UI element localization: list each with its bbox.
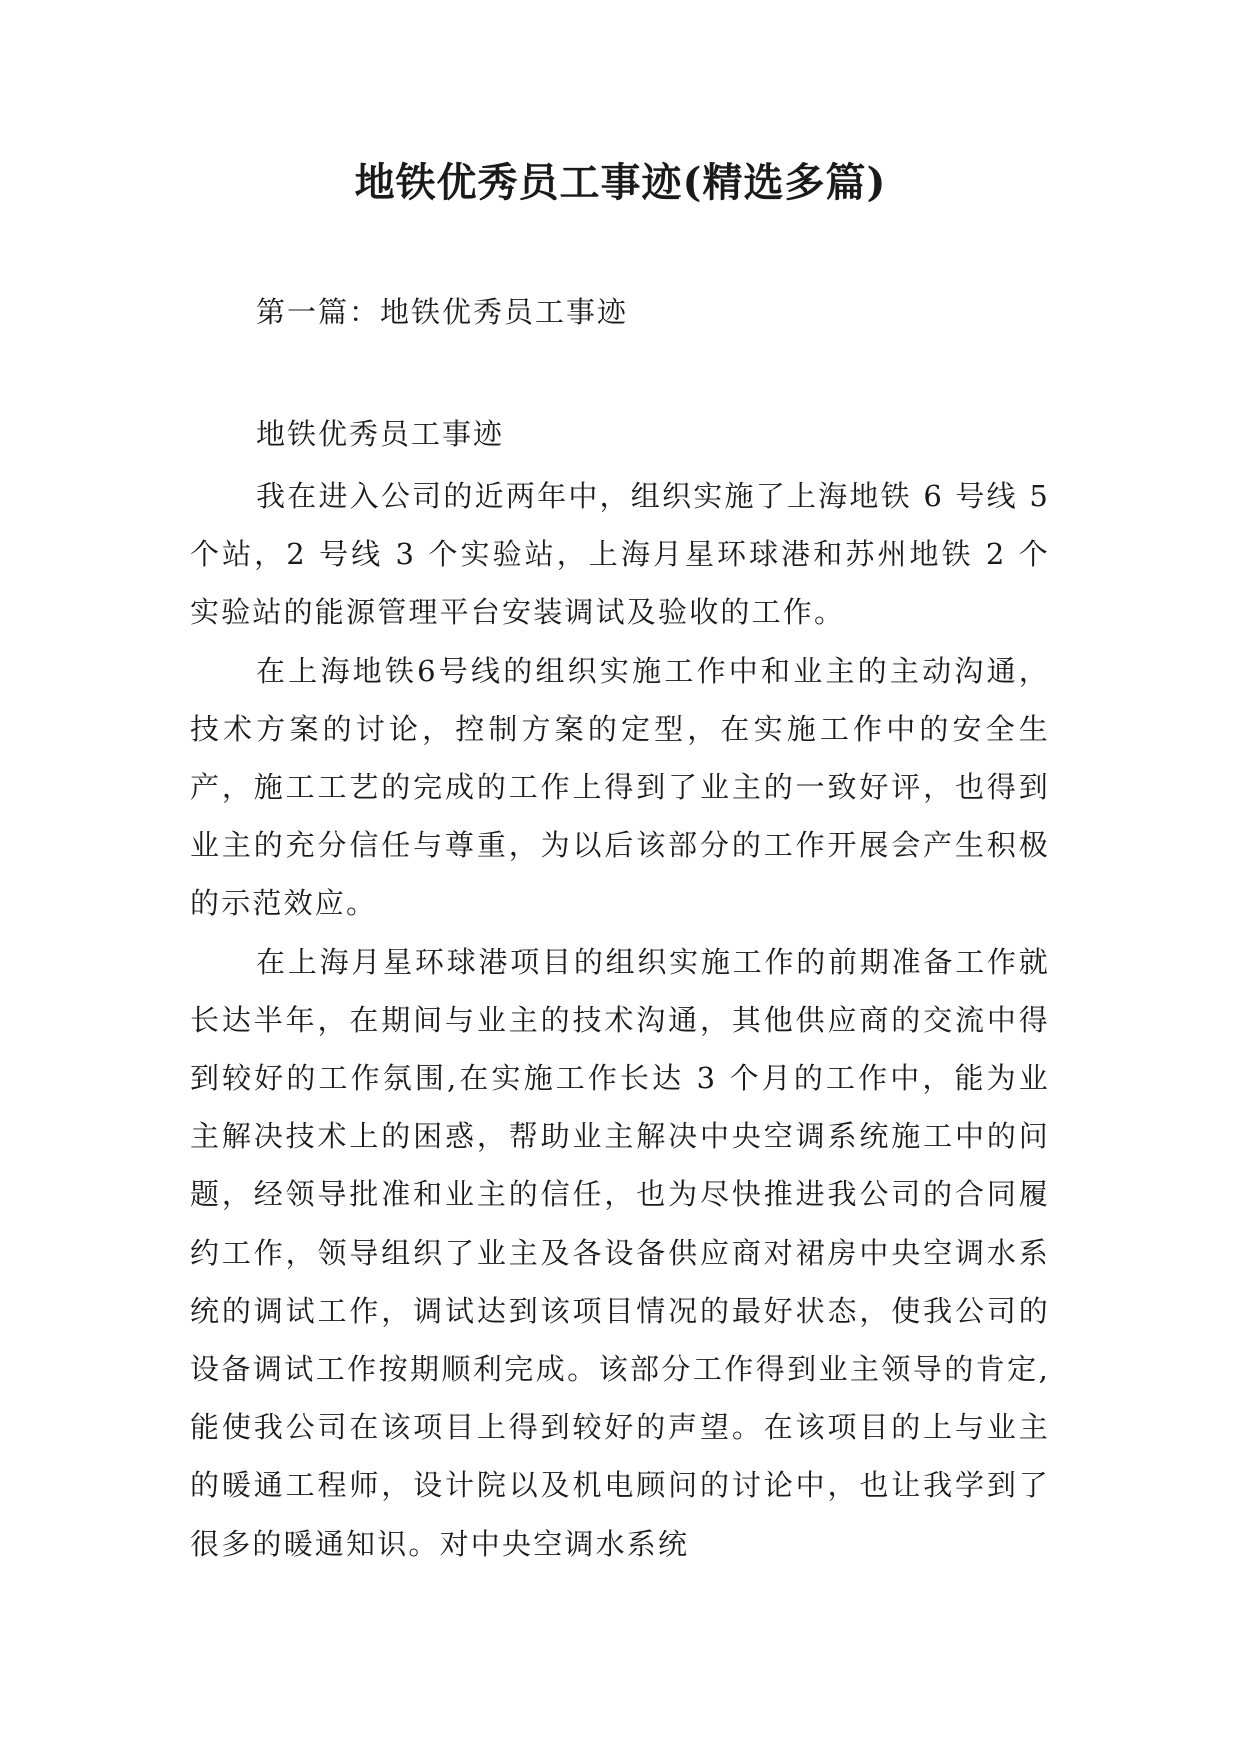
- paragraph: 在上海月星环球港项目的组织实施工作的前期准备工作就长达半年，在期间与业主的技术沟通，其他供应商的交流中得到较好的工作氛围,在实施工作长达 3 个月的工作中，能为业主解决技术上的困惑，帮助业主解决中央空调系统施工中的问题，经领导批准和业主的信任，也为尽快推进我公司的合同履约工作，领导组织了业主及各设备供应商对裙房中央空调水系统的调试工作，调试达到该项目情况的最好状态，使我公司的设备调试工作按期顺利完成。该部分工作得到业主领导的肯定,能使我公司在该项目上得到较好的声望。在该项目的上与业主的暖通工程师，设计院以及机电顾问的讨论中，也让我学到了很多的暖通知识。对中央空调水系统: [190, 944, 1050, 1561]
- paragraph: 我在进入公司的近两年中，组织实施了上海地铁 6 号线 5 个站，2 号线 3 个实验站，上海月星环球港和苏州地铁 2 个实验站的能源管理平台安装调试及验收的工作。: [190, 479, 1050, 630]
- document-title: 地铁优秀员工事迹(精选多篇): [354, 159, 887, 206]
- article-subtitle: 地铁优秀员工事迹: [256, 417, 505, 451]
- body-text: [190, 467, 1050, 1573]
- section-heading: 第一篇：地铁优秀员工事迹: [256, 295, 629, 329]
- paragraph: 在上海地铁6号线的组织实施工作中和业主的主动沟通，技术方案的讨论，控制方案的定型，在实施工作中的安全生产，施工工艺的完成的工作上得到了业主的一致好评，也得到业主的充分信任与尊重，为以后该部分的工作开展会产生积极的示范效应。: [190, 653, 1050, 921]
